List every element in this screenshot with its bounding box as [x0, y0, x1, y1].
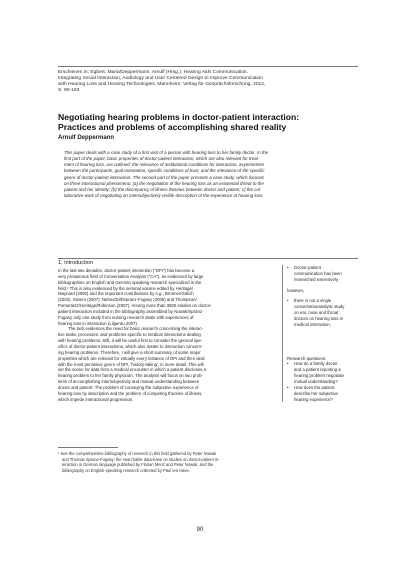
paper-title-line: Practices and problems of accomplishing shared reality	[58, 122, 287, 132]
body-line: bibliographies on English and German speaking research specialized in the	[58, 279, 202, 285]
body-line: doctor and patient: The problem of conveying the subjective experience of	[58, 384, 199, 390]
bullet-icon: •	[287, 298, 289, 304]
body-line: (2002), Stivers (2007); Nebes/Dilt/Spranz-Fogasy (2005) and Thompson/	[58, 297, 197, 303]
abstract-line: ment of hearing loss, are outlined: the relevance of institutional conditions for interaction, asymmetries	[64, 162, 265, 168]
body-line: very prosperous field of Conversation Analysis ("CA"), as evidenced by large	[58, 273, 204, 279]
research-question-2	[287, 385, 365, 403]
body-line: Fogasy only one study from nursing research deals with experiences of	[58, 314, 194, 320]
margin-note-line: on ear, nose and throat	[294, 310, 339, 316]
publication-info-line: Integrating Social Interaction, Audiology and User Centered Design to Improve Communication	[58, 76, 263, 82]
body-line: which impede interactional progression.	[58, 396, 134, 402]
abstract-line: first part of the paper, basic properties of doctor-patient interaction, which are also relevant for treat-	[64, 156, 260, 162]
section-heading: 1. Introduction	[58, 260, 93, 266]
margin-note-line: there is not a single	[294, 298, 332, 304]
body-line: hearing loss in interaction (Lilgerau 2007).	[58, 320, 139, 326]
margin-note-line: How does the patient	[294, 384, 335, 390]
margin-note-line: conversationanalytic study	[294, 304, 345, 310]
body-line: properties which are relevant for virtually every instance of DPI and then deal	[58, 355, 205, 361]
body-line: tive tasks, processes, and problems specific to medical interactions dealing	[58, 332, 201, 338]
body-line: field.¹ This is also evidenced by the seminal volume edited by Heritage/	[58, 285, 194, 291]
publication-info-line: S. 90-103	[58, 88, 80, 94]
page-number: 90	[196, 527, 204, 533]
body-line: patient interaction included in the bibliography assembled by Nowak/Spranz-	[58, 308, 204, 314]
abstract-line: This paper deals with a case study of a first visit of a person with hearing loss to her family doctor. In the	[64, 150, 269, 155]
body-line: with the most pervasive genre of DPI, 'history-taking', in more detail. This will	[58, 361, 204, 367]
bullet-icon: •	[287, 361, 289, 367]
margin-note-line: How do a family doctor	[294, 361, 338, 367]
margin-notes	[282, 265, 365, 402]
margin-note-line: hearing problem negotiate	[294, 373, 344, 379]
paper-title	[58, 112, 358, 132]
footnote	[58, 451, 278, 473]
body-line: with hearing problems. Still, it will be useful first to consider the general spe-	[58, 338, 203, 344]
abstract-line: patient and her identity; (b) the discrepancy of illness theories between doctor and patient; c) the col-	[64, 186, 262, 192]
body-line: Pomerantz/Heritage/Robinson (2007). Among more than 3500 studies on doctor-	[58, 303, 212, 309]
research-question-1	[287, 361, 365, 384]
margin-note-line: Doctor-patient	[294, 265, 321, 270]
body-line: set the scene for data from a medical encounter in which a patient discloses a	[58, 367, 206, 373]
bullet-icon: •	[287, 384, 289, 390]
margin-note-1	[287, 265, 365, 283]
body-line: Maynard (2006) and the important contributions by e.g., Brünner/Gülich	[58, 291, 194, 297]
footnote-line: ¹ See the comprehensive bibliography of research in this field gathered by Peter Nowak	[58, 451, 217, 456]
body-line: ing hearing problems. Therefore, I will give a short summary of some major	[58, 349, 201, 355]
abstract-line: laborative work of negotiating an intersubjectively visible description of the experience of hearing loss.	[64, 193, 264, 199]
abstract-line: genre of doctor-patient interaction. The second part of the paper presents a case study, which focuses	[64, 174, 265, 180]
bullet-icon: •	[287, 265, 289, 270]
abstract-line: between the participants, goal-orientation, specific conditions of trust, and the relevance of the specific	[64, 168, 265, 174]
margin-connector: however,	[287, 287, 305, 293]
publication-info-line: Erschienen in: Egbert, Maria/Deppermann, Arnulf (Hrsg.): Hearing Aids Communication.	[58, 70, 249, 75]
margin-note-line: describe her subjective	[294, 390, 338, 396]
footnote-divider	[58, 447, 118, 448]
research-questions-heading: Research questions:	[287, 355, 327, 361]
margin-note-line: researched extensively,	[294, 276, 339, 282]
margin-note-line: medical interaction.	[294, 321, 332, 327]
abstract-line: on three interactional phenomena: (a) the negotiation of the hearing loss as an existential threat to the	[64, 180, 264, 186]
footnote-line: bibliography on English-speaking research collected by Paul ten Have.	[62, 467, 190, 473]
margin-note-2	[287, 298, 365, 327]
footnote-line: teraction in German language published by Florian Menz and Peter Nowak, and the	[62, 462, 214, 468]
body-line: cifics of doctor-patient interactions, which also matter to interaction concern-	[58, 343, 203, 349]
body-line: hearing loss by description and the problem of competing theories of illness,	[58, 390, 203, 396]
margin-note-line: and a patient reporting a	[294, 367, 341, 373]
body-line: hearing problem to her family physician. The analysis will focus on two prob-	[58, 373, 203, 379]
margin-note-line: hearing experience?	[294, 396, 333, 402]
abstract	[64, 150, 351, 199]
body-line: In the last two decades, doctor-patient interaction ("DPI") has become a	[58, 268, 195, 273]
margin-note-line: communication has been	[294, 270, 342, 276]
footnote-line: and Thomas Spranz-Fogasy; the searchable data-base on studies on doctor-patient in-	[62, 456, 220, 462]
paper-title-line: Negotiating hearing problems in doctor-patient interaction:	[58, 112, 300, 122]
publication-info-line: with Hearing Loss and Hearing Technologies. Mannheim: Verlag für Gesprächsforschung, 2012,	[58, 82, 266, 88]
body-line: lems of accomplishing intersubjectivity and mutual understanding between	[58, 379, 200, 385]
body-line: The lack evidences the need for basic research concerning the interac-	[68, 326, 203, 332]
body-text	[58, 268, 272, 402]
author-name: Arnulf Deppermann	[58, 135, 115, 141]
margin-note-line: doctors on hearing loss in	[294, 315, 343, 321]
publication-info	[58, 66, 358, 94]
margin-note-line: mutual understanding?	[294, 378, 338, 384]
section-divider	[58, 258, 358, 259]
